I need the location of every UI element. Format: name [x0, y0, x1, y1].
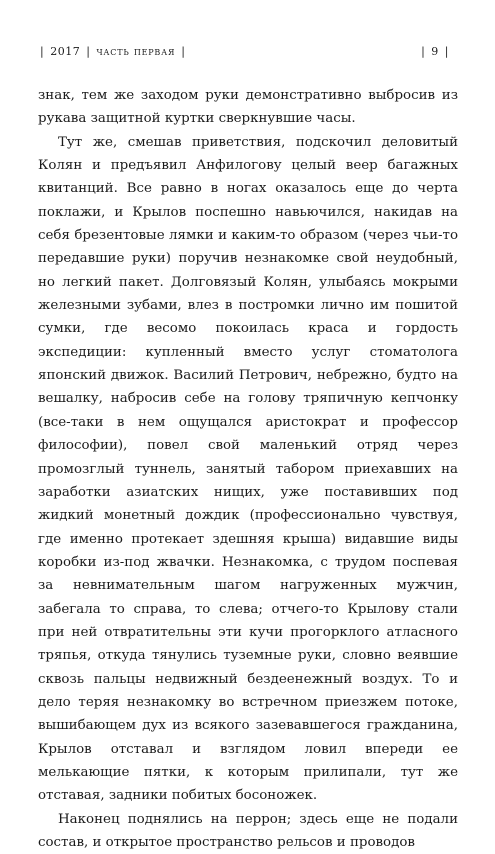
year: 2017 — [50, 45, 81, 58]
separator: | — [86, 45, 91, 58]
separator: | — [40, 45, 45, 58]
separator: | — [421, 45, 426, 58]
separator: | — [444, 45, 449, 58]
running-head — [34, 44, 455, 60]
separator: | — [181, 45, 186, 58]
paragraph: Наконец поднялись на перрон; здесь еще не подали состав, и открытое пространство рельсов и проводов — [38, 811, 458, 850]
body-text — [38, 84, 458, 854]
paragraph: Тут же, смешав приветствия, подскочил деловитый Колян и предъявил Анфилогову целый веер багажных квитанций. Все равно в ногах оказалось еще до черта поклажи, и Крылов поспешно навьючился, накидав на себя брезентовые лямки и каким-то образом (через чьи-то передавшие руки) поручив незнакомке свой неудобный, но легкий пакет. Долговязый Колян, улыбаясь мокрыми железными зубами, влез в постромки лично им пошитой сумки, где весомо покоилась краса и гордость экспедиции: купленный вместо услуг стоматолога японский движок. Василий Петрович, небрежно, будто на вешалку, набросив себе на голову тряпичную кепчонку (все-таки в нем ощущался аристократ и профессор философии), повел свой маленький отряд через промозглый туннель, занятый табором приехавших на заработки азиатских нищих, уже поставивших под жидкий монетный дождик (профессионально чувствуя, где именно протекает здешняя крыша) видавшие виды коробки из-под жвачки. Незнакомка, с трудом поспевая за невнимательным шагом нагруженных мужчин, забегала то справа, то слева; отчего-то Крылову стали при ней отвратительны эти кучи прогорклого атласного тряпья, откуда тянулись туземные руки, словно веявшие сквозь пальцы недвижный бездеенежный воздух. То и дело теряя незнакомку во встречном приезжем потоке, вышибающем дух из всякого зазевавшегося гражданина, Крылов отставал и взглядом ловил впереди ее мелькающие пятки, к которым прилипали, тут же отставая, задники побитых босоножек. — [38, 134, 458, 804]
paragraph-continued: знак, тем же заходом руки демонстративно выбросив из рукава защитной куртки сверкнувшие часы. — [38, 88, 458, 127]
running-head-left — [34, 44, 191, 60]
section-title: часть первая — [96, 45, 176, 58]
page-number: 9 — [431, 45, 439, 58]
running-head-right — [415, 44, 455, 60]
